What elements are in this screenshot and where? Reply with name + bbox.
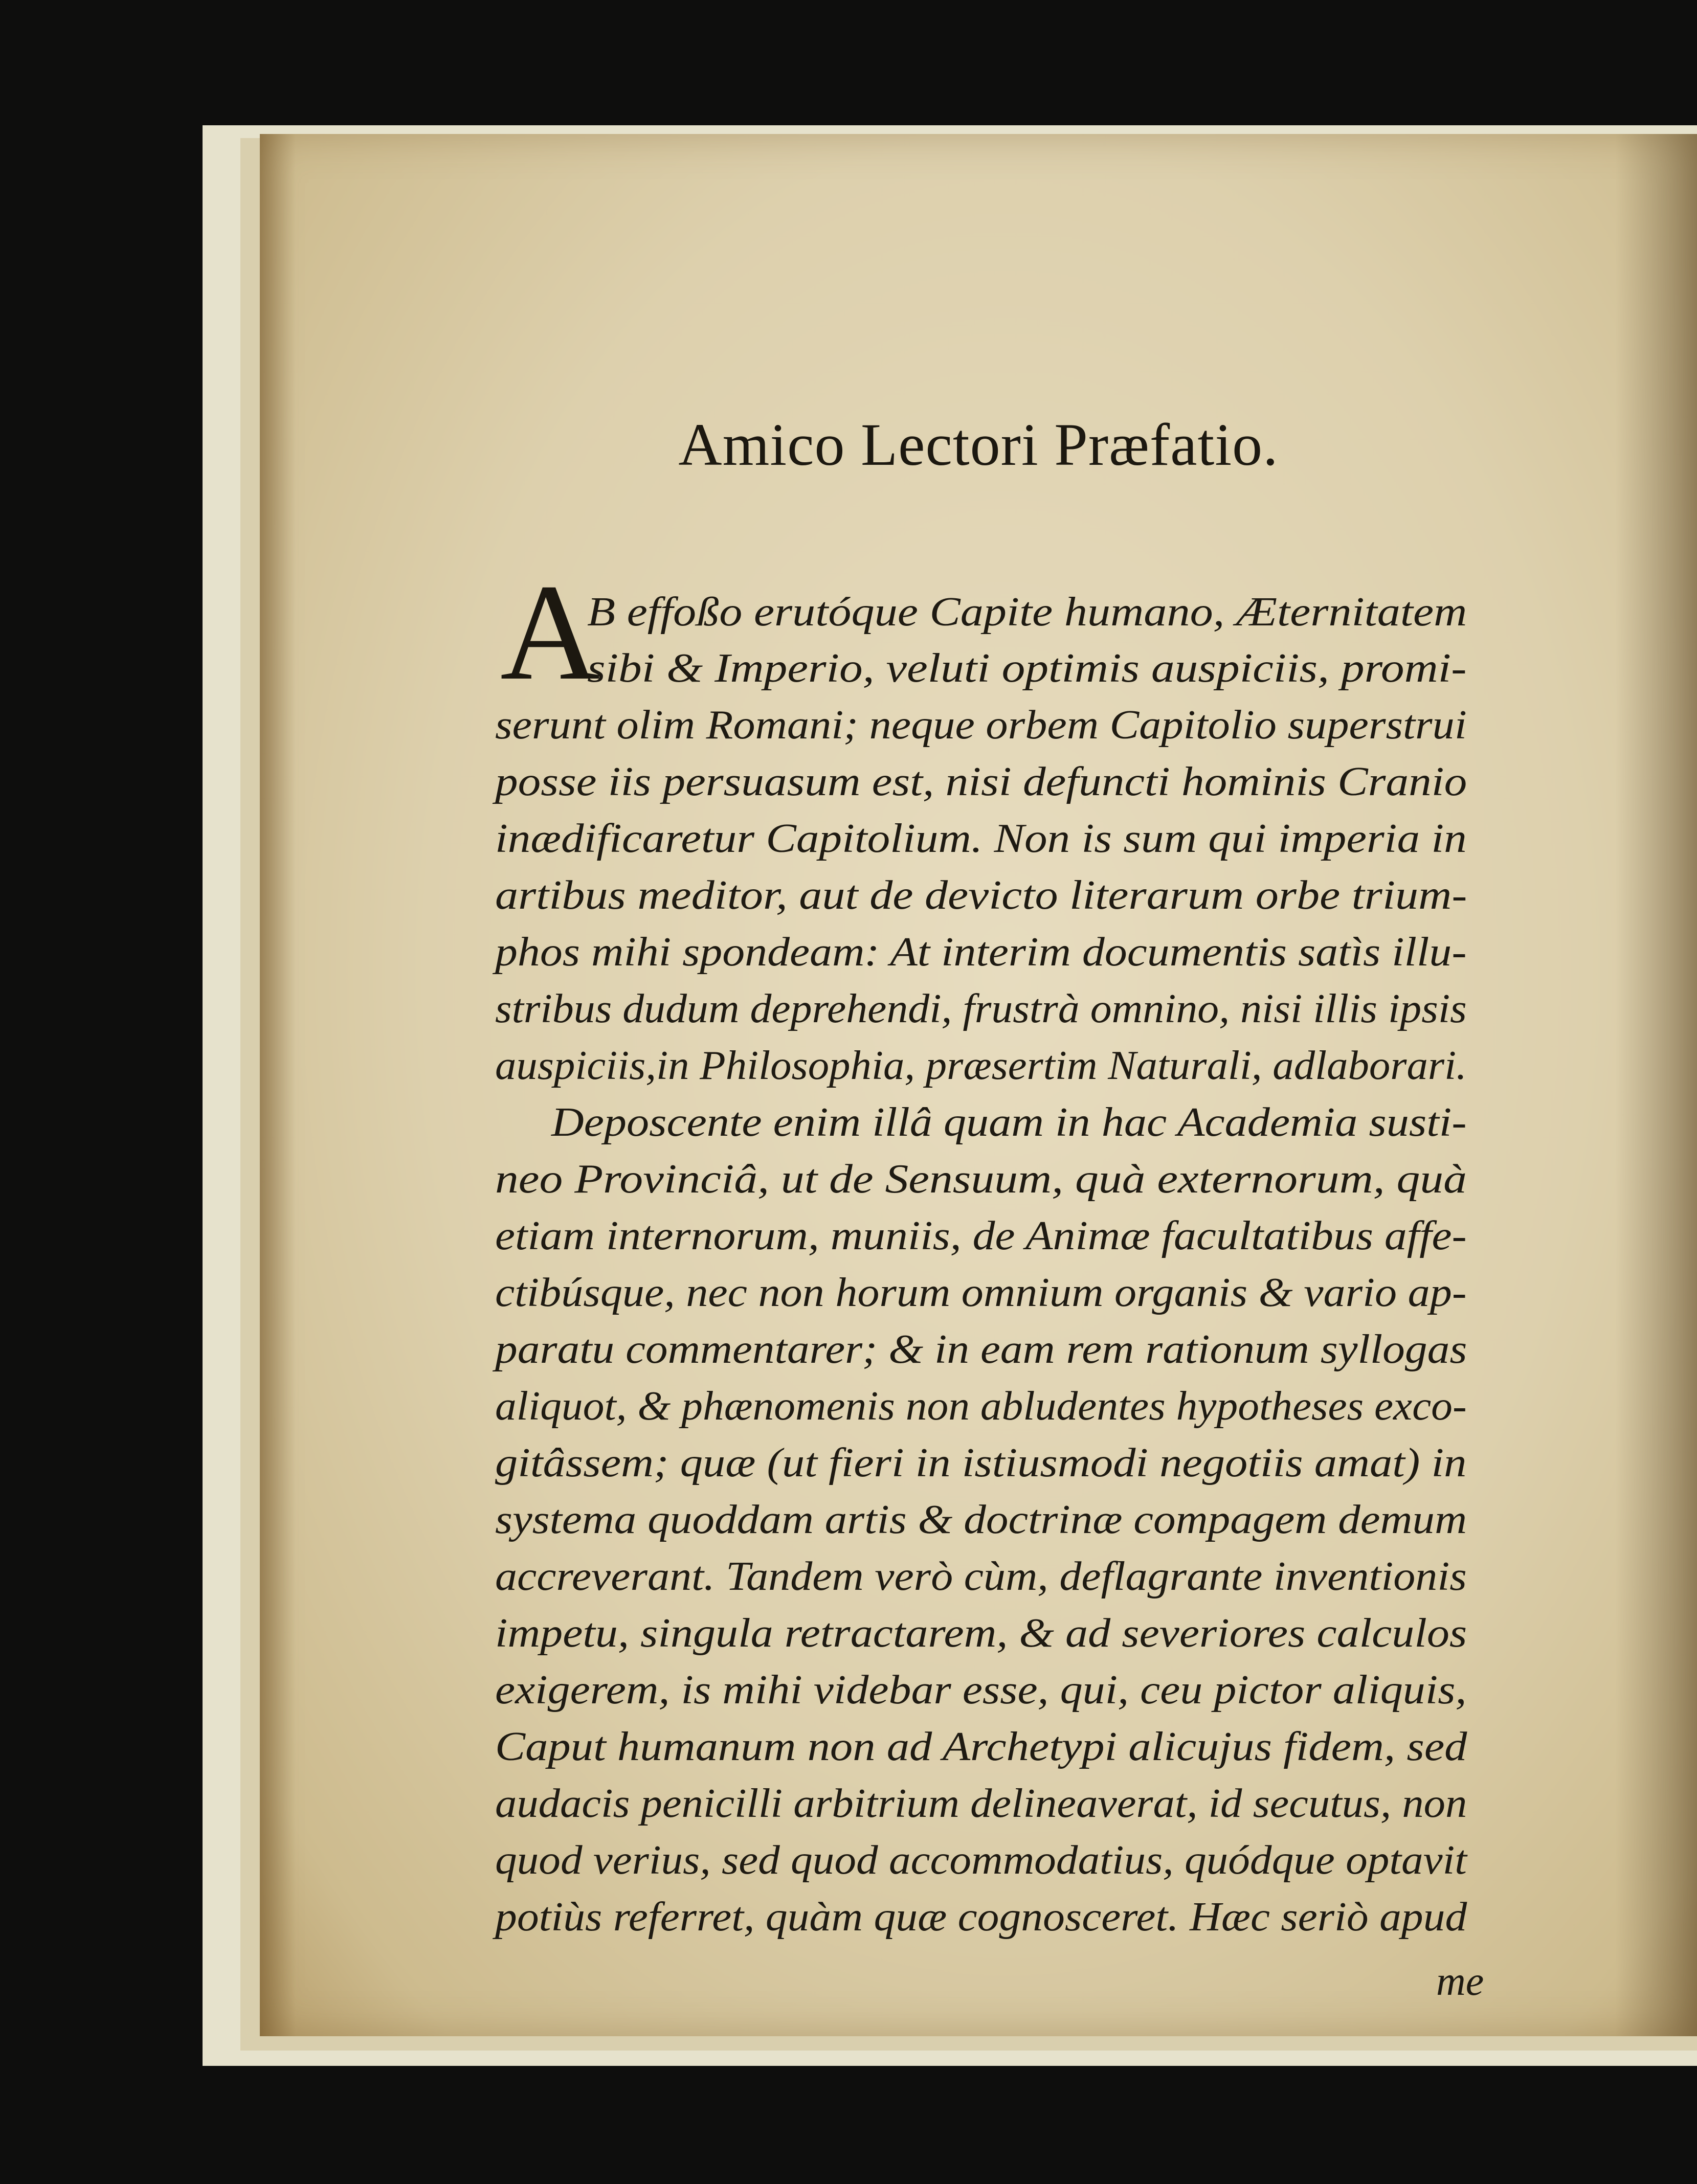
- text-line: auspiciis,in Philosophia, præsertim Naturali, adlaborari.: [495, 1043, 1467, 1088]
- text-line: aliquot, & phænomenis non abludentes hypotheses exco-: [495, 1384, 1467, 1429]
- text-line: artibus meditor, aut de devicto literarum orbe trium-: [495, 873, 1467, 918]
- text-line: exigerem, is mihi videbar esse, qui, ceu pictor aliquis,: [495, 1668, 1467, 1713]
- text-line: neo Provinciâ, ut de Sensuum, quà externorum, quà: [495, 1157, 1467, 1202]
- text-line: Deposcente enim illâ quam in hac Academia susti-: [551, 1100, 1467, 1145]
- text-line: inædificaretur Capitolium. Non is sum qui imperia in: [495, 816, 1467, 861]
- text-line: stribus dudum deprehendi, frustrà omnino, nisi illis ipsis: [495, 986, 1467, 1031]
- book-page: [260, 134, 1697, 2036]
- text-line: quod verius, sed quod accommodatius, quódque optavit: [495, 1838, 1467, 1883]
- catchword: me: [1436, 1959, 1484, 2004]
- text-line: sibi & Imperio, veluti optimis auspiciis, promi-: [587, 646, 1467, 691]
- text-line: B effoßo erutóque Capite humano, Æternitatem: [587, 590, 1467, 635]
- text-line: Caput humanum non ad Archetypi alicujus fidem, sed: [495, 1724, 1467, 1769]
- text-line: systema quoddam artis & doctrinæ compagem demum: [495, 1497, 1467, 1542]
- text-line: gitâssem; quæ (ut fieri in istiusmodi negotiis amat) in: [495, 1440, 1467, 1485]
- text-line: posse iis persuasum est, nisi defuncti hominis Cranio: [495, 759, 1467, 804]
- text-line: potiùs referret, quàm quæ cognosceret. Hæc seriò apud: [495, 1895, 1467, 1940]
- text-line: etiam internorum, muniis, de Animæ facultatibus affe-: [495, 1213, 1467, 1258]
- text-line: paratu commentarer; & in eam rem rationum syllogas: [495, 1327, 1467, 1372]
- drop-cap: A: [500, 556, 600, 709]
- text-line: serunt olim Romani; neque orbem Capitolio superstrui: [495, 703, 1467, 748]
- text-line: accreverant. Tandem verò cùm, deflagrante inventionis: [495, 1554, 1467, 1599]
- page-title: Amico Lectori Præfatio.: [678, 411, 1279, 478]
- text-line: ctibúsque, nec non horum omnium organis & vario ap-: [495, 1270, 1467, 1315]
- text-line: audacis penicilli arbitrium delineaverat, id secutus, non: [495, 1781, 1467, 1826]
- text-line: phos mihi spondeam: At interim documentis satìs illu-: [495, 930, 1467, 975]
- text-line: impetu, singula retractarem, & ad severiores calculos: [495, 1611, 1467, 1656]
